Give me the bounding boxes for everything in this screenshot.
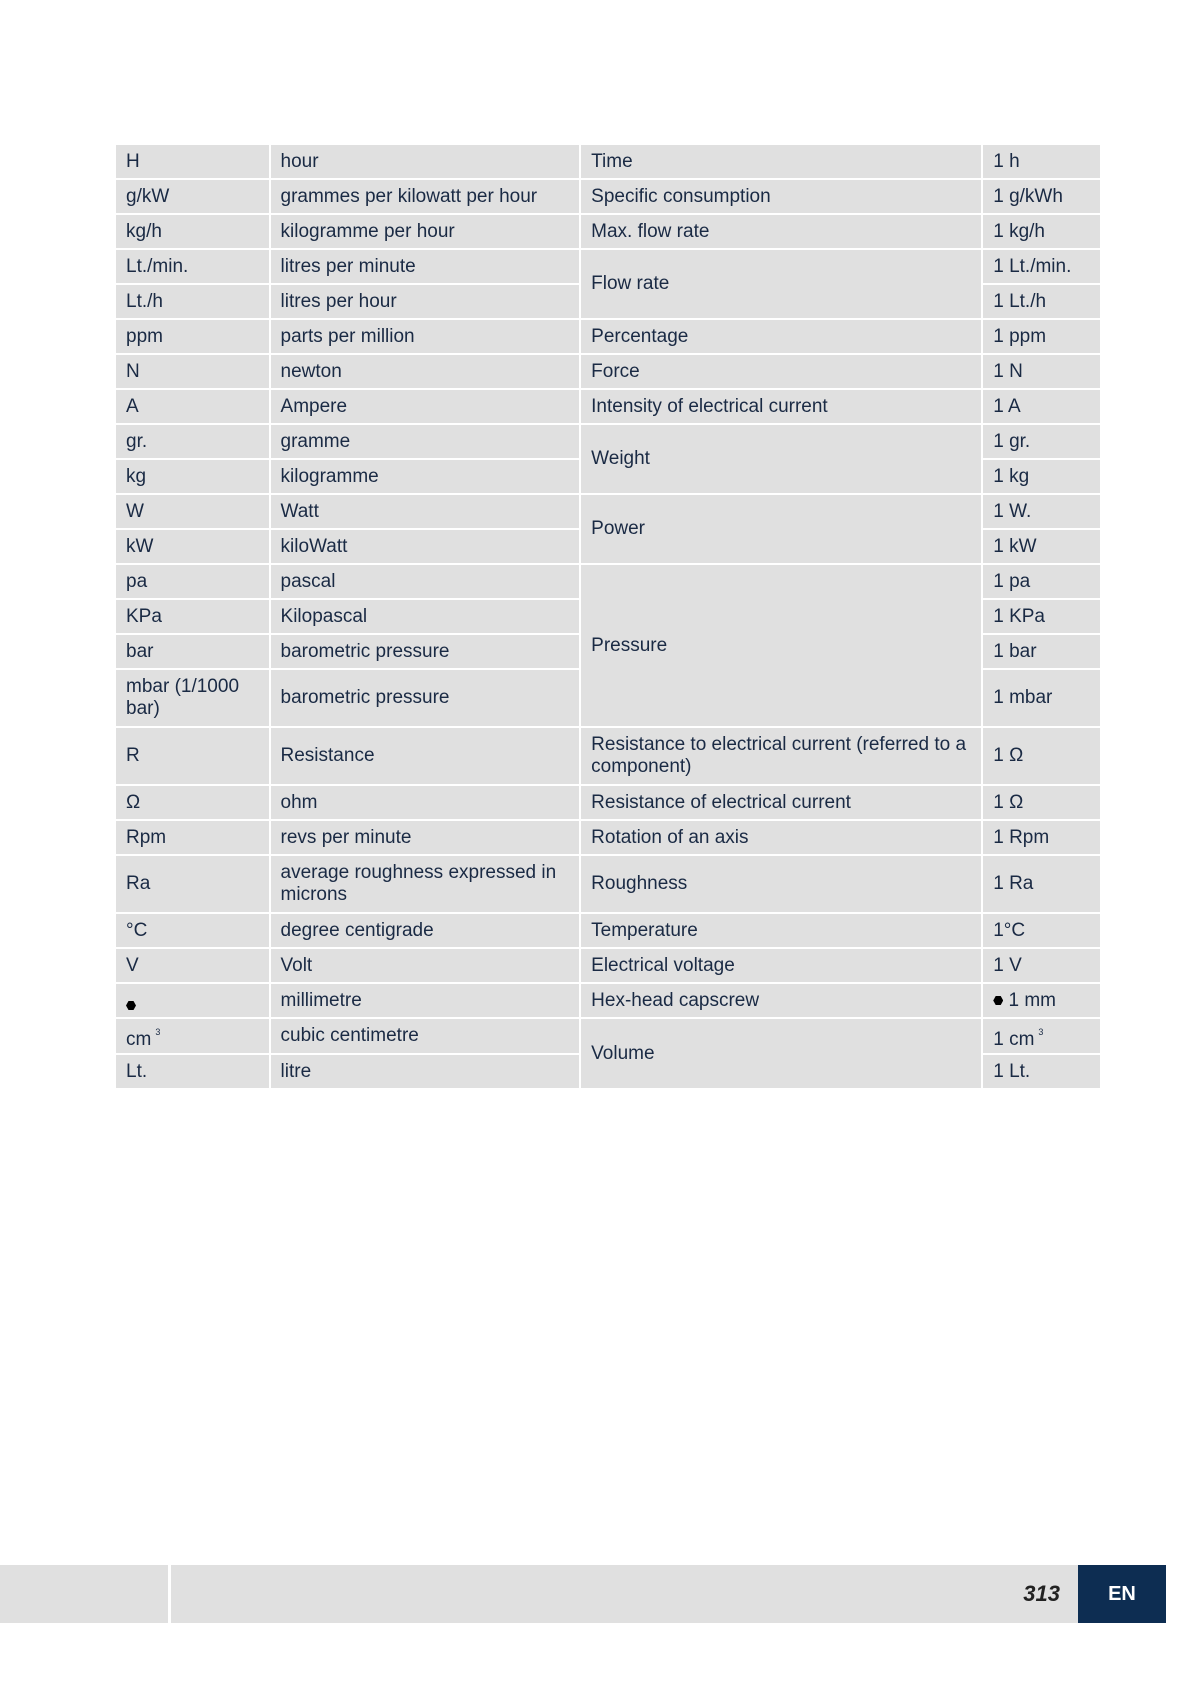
unit-example: 1 V bbox=[983, 949, 1100, 982]
table-row bbox=[116, 215, 1100, 248]
unit-symbol: V bbox=[116, 949, 269, 982]
unit-symbol: pa bbox=[116, 565, 269, 598]
unit-example: 1 kg/h bbox=[983, 215, 1100, 248]
unit-example: 1 Lt./h bbox=[983, 285, 1100, 318]
unit-name: newton bbox=[271, 355, 580, 388]
unit-name: Kilopascal bbox=[271, 600, 580, 633]
unit-name: parts per million bbox=[271, 320, 580, 353]
unit-symbol: KPa bbox=[116, 600, 269, 633]
unit-name: degree centigrade bbox=[271, 914, 580, 947]
table-row bbox=[116, 250, 1100, 283]
unit-quantity: Pressure bbox=[581, 565, 981, 726]
unit-quantity: Flow rate bbox=[581, 250, 981, 318]
unit-example: 1 kW bbox=[983, 530, 1100, 563]
unit-example: 1 KPa bbox=[983, 600, 1100, 633]
unit-example: 1 Ω bbox=[983, 728, 1100, 784]
unit-symbol: N bbox=[116, 355, 269, 388]
unit-symbol: gr. bbox=[116, 425, 269, 458]
unit-example: 1 gr. bbox=[983, 425, 1100, 458]
unit-symbol: R bbox=[116, 728, 269, 784]
unit-name: litres per minute bbox=[271, 250, 580, 283]
unit-example: 1 mbar bbox=[983, 670, 1100, 726]
unit-example: 1 N bbox=[983, 355, 1100, 388]
unit-symbol: °C bbox=[116, 914, 269, 947]
unit-symbol: mbar (1/1000 bar) bbox=[116, 670, 269, 726]
unit-name: grammes per kilowatt per hour bbox=[271, 180, 580, 213]
table-row bbox=[116, 786, 1100, 819]
table-row bbox=[116, 425, 1100, 458]
unit-name: Volt bbox=[271, 949, 580, 982]
unit-quantity: Hex-head capscrew bbox=[581, 984, 981, 1017]
table-row bbox=[116, 1019, 1100, 1053]
unit-name: average roughness expressed in microns bbox=[271, 856, 580, 912]
unit-symbol: Ω bbox=[116, 786, 269, 819]
unit-example bbox=[983, 984, 1100, 1017]
language-badge: EN bbox=[1078, 1565, 1166, 1623]
unit-example: 1 g/kWh bbox=[983, 180, 1100, 213]
hexagon-icon bbox=[993, 995, 1003, 1005]
unit-example: 1 Ra bbox=[983, 856, 1100, 912]
table-row bbox=[116, 914, 1100, 947]
table-row bbox=[116, 145, 1100, 178]
unit-name: revs per minute bbox=[271, 821, 580, 854]
unit-symbol: kW bbox=[116, 530, 269, 563]
unit-name: kilogramme per hour bbox=[271, 215, 580, 248]
unit-example: 1 Lt. bbox=[983, 1055, 1100, 1088]
table-row bbox=[116, 390, 1100, 423]
unit-name: kiloWatt bbox=[271, 530, 580, 563]
unit-name: Resistance bbox=[271, 728, 580, 784]
unit-quantity: Time bbox=[581, 145, 981, 178]
unit-symbol-text: cm bbox=[126, 1029, 152, 1050]
unit-name: gramme bbox=[271, 425, 580, 458]
unit-quantity: Specific consumption bbox=[581, 180, 981, 213]
table-row bbox=[116, 984, 1100, 1017]
unit-quantity: Max. flow rate bbox=[581, 215, 981, 248]
unit-name: pascal bbox=[271, 565, 580, 598]
superscript: 3 bbox=[155, 1027, 161, 1037]
unit-symbol: A bbox=[116, 390, 269, 423]
unit-example: 1 Ω bbox=[983, 786, 1100, 819]
unit-quantity: Volume bbox=[581, 1019, 981, 1088]
unit-quantity: Electrical voltage bbox=[581, 949, 981, 982]
table-row bbox=[116, 180, 1100, 213]
page-footer bbox=[0, 1565, 1166, 1623]
unit-quantity: Intensity of electrical current bbox=[581, 390, 981, 423]
table-row bbox=[116, 856, 1100, 912]
units-table bbox=[114, 143, 1102, 1090]
unit-example: 1 A bbox=[983, 390, 1100, 423]
unit-quantity: Resistance of electrical current bbox=[581, 786, 981, 819]
table-row bbox=[116, 355, 1100, 388]
unit-example-text: 1 cm bbox=[993, 1029, 1035, 1050]
unit-name: litre bbox=[271, 1055, 580, 1088]
unit-example bbox=[983, 1019, 1100, 1053]
unit-name: hour bbox=[271, 145, 580, 178]
unit-name: barometric pressure bbox=[271, 670, 580, 726]
unit-name: kilogramme bbox=[271, 460, 580, 493]
unit-quantity: Percentage bbox=[581, 320, 981, 353]
unit-symbol: Rpm bbox=[116, 821, 269, 854]
unit-quantity: Roughness bbox=[581, 856, 981, 912]
unit-name: litres per hour bbox=[271, 285, 580, 318]
unit-name: barometric pressure bbox=[271, 635, 580, 668]
unit-example: 1 Lt./min. bbox=[983, 250, 1100, 283]
unit-quantity: Resistance to electrical current (referred to a component) bbox=[581, 728, 981, 784]
unit-symbol: ppm bbox=[116, 320, 269, 353]
unit-name: millimetre bbox=[271, 984, 580, 1017]
unit-symbol: Lt./min. bbox=[116, 250, 269, 283]
unit-example: 1 Rpm bbox=[983, 821, 1100, 854]
superscript: 3 bbox=[1038, 1027, 1044, 1037]
unit-example: 1 W. bbox=[983, 495, 1100, 528]
unit-symbol: H bbox=[116, 145, 269, 178]
unit-symbol: W bbox=[116, 495, 269, 528]
unit-name: Watt bbox=[271, 495, 580, 528]
unit-symbol: Lt./h bbox=[116, 285, 269, 318]
unit-symbol: kg bbox=[116, 460, 269, 493]
hexagon-icon bbox=[126, 1000, 136, 1010]
unit-symbol: Ra bbox=[116, 856, 269, 912]
unit-example: 1°C bbox=[983, 914, 1100, 947]
unit-name: ohm bbox=[271, 786, 580, 819]
table-row bbox=[116, 320, 1100, 353]
table-row bbox=[116, 495, 1100, 528]
unit-name: Ampere bbox=[271, 390, 580, 423]
unit-symbol: kg/h bbox=[116, 215, 269, 248]
table-row bbox=[116, 565, 1100, 598]
unit-example: 1 kg bbox=[983, 460, 1100, 493]
unit-example: 1 ppm bbox=[983, 320, 1100, 353]
unit-quantity: Rotation of an axis bbox=[581, 821, 981, 854]
unit-quantity: Force bbox=[581, 355, 981, 388]
footer-divider bbox=[168, 1565, 171, 1623]
table-row bbox=[116, 949, 1100, 982]
unit-example-text: 1 mm bbox=[1008, 989, 1056, 1011]
unit-symbol: Lt. bbox=[116, 1055, 269, 1088]
unit-quantity: Temperature bbox=[581, 914, 981, 947]
unit-symbol bbox=[116, 1019, 269, 1053]
table-row bbox=[116, 821, 1100, 854]
unit-quantity: Weight bbox=[581, 425, 981, 493]
unit-name: cubic centimetre bbox=[271, 1019, 580, 1053]
unit-example: 1 pa bbox=[983, 565, 1100, 598]
table-row bbox=[116, 728, 1100, 784]
unit-example: 1 h bbox=[983, 145, 1100, 178]
unit-symbol: g/kW bbox=[116, 180, 269, 213]
unit-symbol: bar bbox=[116, 635, 269, 668]
page-number: 313 bbox=[1023, 1581, 1060, 1606]
unit-symbol bbox=[116, 984, 269, 1017]
unit-example: 1 bar bbox=[983, 635, 1100, 668]
unit-quantity: Power bbox=[581, 495, 981, 563]
